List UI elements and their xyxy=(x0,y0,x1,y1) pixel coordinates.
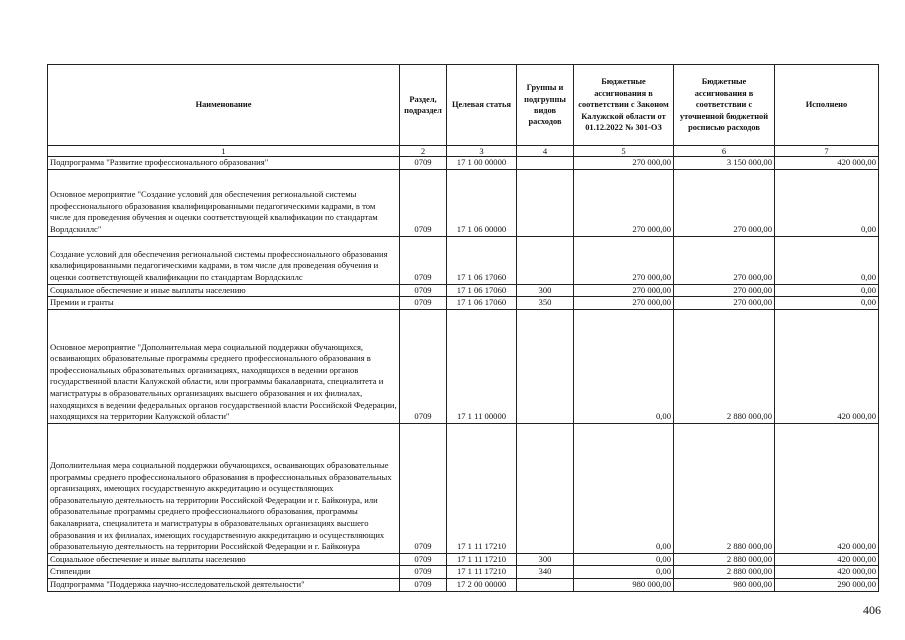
row-target: 17 1 06 17060 xyxy=(447,236,517,284)
row-law-amount: 270 000,00 xyxy=(574,236,674,284)
row-name: Социальное обеспечение и иные выплаты населению xyxy=(48,553,400,566)
table-row xyxy=(48,578,879,591)
row-name: Создание условий для обеспечения региональной системы профессионального образования квалифицированными педагогическими кадрами, в том числе для проведения обучения и оценки соответствующей квалификации по стандартам Ворлдскиллс xyxy=(48,236,400,284)
table-row xyxy=(48,309,879,423)
row-target: 17 1 11 00000 xyxy=(447,309,517,423)
row-group xyxy=(517,236,574,284)
row-section: 0709 xyxy=(400,578,447,591)
row-list-amount: 2 880 000,00 xyxy=(674,423,775,553)
table-row xyxy=(48,553,879,566)
header-budget-list: Бюджетные ассигнования в соответствии с уточненной бюджетной росписью расходов xyxy=(674,65,775,146)
row-group xyxy=(517,578,574,591)
row-executed-amount: 420 000,00 xyxy=(775,553,879,566)
header-budget-law: Бюджетные ассигнования в соответствии с Законом Калужской области от 01.12.2022 № 301-ОЗ xyxy=(574,65,674,146)
row-list-amount: 270 000,00 xyxy=(674,297,775,310)
row-executed-amount: 420 000,00 xyxy=(775,309,879,423)
row-target: 17 1 06 00000 xyxy=(447,169,517,236)
row-list-amount: 270 000,00 xyxy=(674,284,775,297)
row-group: 350 xyxy=(517,297,574,310)
row-executed-amount: 0,00 xyxy=(775,297,879,310)
header-name: Наименование xyxy=(48,65,400,146)
row-law-amount: 0,00 xyxy=(574,553,674,566)
column-number: 4 xyxy=(517,146,574,157)
row-law-amount: 270 000,00 xyxy=(574,169,674,236)
table-row xyxy=(48,566,879,579)
row-name: Основное мероприятие "Создание условий для обеспечения региональной системы профессионального образования квалифицированными педагогическими кадрами, в том числе для проведения обучения и оценки соответствующей квалификации по стандартам Ворлдскиллс" xyxy=(48,169,400,236)
row-list-amount: 270 000,00 xyxy=(674,169,775,236)
row-section: 0709 xyxy=(400,284,447,297)
row-target: 17 1 11 17210 xyxy=(447,553,517,566)
row-target: 17 1 11 17210 xyxy=(447,566,517,579)
row-law-amount: 0,00 xyxy=(574,423,674,553)
row-target: 17 1 11 17210 xyxy=(447,423,517,553)
table-row xyxy=(48,297,879,310)
row-target: 17 2 00 00000 xyxy=(447,578,517,591)
header-target: Целевая статья xyxy=(447,65,517,146)
row-executed-amount: 290 000,00 xyxy=(775,578,879,591)
row-executed-amount: 0,00 xyxy=(775,236,879,284)
column-number: 6 xyxy=(674,146,775,157)
row-section: 0709 xyxy=(400,553,447,566)
header-section: Раздел, подраздел xyxy=(400,65,447,146)
budget-sheet xyxy=(47,64,878,592)
row-group: 340 xyxy=(517,566,574,579)
row-name: Премии и гранты xyxy=(48,297,400,310)
row-target: 17 1 06 17060 xyxy=(447,284,517,297)
table-row xyxy=(48,423,879,553)
header-executed: Исполнено xyxy=(775,65,879,146)
row-executed-amount: 420 000,00 xyxy=(775,566,879,579)
row-group xyxy=(517,423,574,553)
row-target: 17 1 06 17060 xyxy=(447,297,517,310)
row-list-amount: 3 150 000,00 xyxy=(674,157,775,170)
row-section: 0709 xyxy=(400,297,447,310)
table-header-row xyxy=(48,65,879,146)
row-executed-amount: 420 000,00 xyxy=(775,423,879,553)
row-executed-amount: 0,00 xyxy=(775,284,879,297)
budget-table xyxy=(47,64,879,592)
column-number: 5 xyxy=(574,146,674,157)
row-list-amount: 2 880 000,00 xyxy=(674,566,775,579)
row-group xyxy=(517,169,574,236)
row-group: 300 xyxy=(517,553,574,566)
row-section: 0709 xyxy=(400,309,447,423)
row-section: 0709 xyxy=(400,236,447,284)
row-group xyxy=(517,157,574,170)
header-groups: Группы и подгруппы видов расходов xyxy=(517,65,574,146)
row-name: Социальное обеспечение и иные выплаты населению xyxy=(48,284,400,297)
row-list-amount: 2 880 000,00 xyxy=(674,309,775,423)
row-target: 17 1 00 00000 xyxy=(447,157,517,170)
column-number: 7 xyxy=(775,146,879,157)
row-list-amount: 980 000,00 xyxy=(674,578,775,591)
row-name: Дополнительная мера социальной поддержки обучающихся, осваивающих образовательные программы среднего профессионального образования в профессиональных образовательных организациях, имеющих государственную аккредитацию и осуществляющих образовательную деятельность на территории Российской Федерации и г. Байконура, или образовательные программы среднего профессионального образования, программы бакалавриата, специалитета и магистратуры в образовательных организациях высшего образования и их филиалах, имеющих государственную аккредитацию и осуществляющих образовательную деятельность на территории Российской Федерации и г. Байконура xyxy=(48,423,400,553)
row-name: Стипендии xyxy=(48,566,400,579)
row-executed-amount: 420 000,00 xyxy=(775,157,879,170)
row-name: Основное мероприятие "Дополнительная мера социальной поддержки обучающихся, осваивающих образовательные программы среднего профессионального образования в профессиональных образовательных организациях, находящихся в ведении органов государственной власти Калужской области, или программы бакалавриата, специалитета и магистратуры в образовательных организациях высшего образования и их филиалах, находящихся в ведении федеральных органов государственной власти Российской Федерации, находящихся на территории Калужской области" xyxy=(48,309,400,423)
column-number-row xyxy=(48,146,879,157)
row-section: 0709 xyxy=(400,169,447,236)
row-law-amount: 270 000,00 xyxy=(574,297,674,310)
row-law-amount: 980 000,00 xyxy=(574,578,674,591)
row-executed-amount: 0,00 xyxy=(775,169,879,236)
row-section: 0709 xyxy=(400,157,447,170)
row-name: Подпрограмма "Поддержка научно-исследовательской деятельности" xyxy=(48,578,400,591)
row-list-amount: 270 000,00 xyxy=(674,236,775,284)
row-law-amount: 270 000,00 xyxy=(574,157,674,170)
row-group: 300 xyxy=(517,284,574,297)
row-section: 0709 xyxy=(400,566,447,579)
row-name: Подпрограмма "Развитие профессионального образования" xyxy=(48,157,400,170)
column-number: 1 xyxy=(48,146,400,157)
page-number: 406 xyxy=(863,603,881,617)
table-row xyxy=(48,236,879,284)
row-law-amount: 0,00 xyxy=(574,566,674,579)
table-row xyxy=(48,157,879,170)
row-list-amount: 2 880 000,00 xyxy=(674,553,775,566)
row-section: 0709 xyxy=(400,423,447,553)
table-row xyxy=(48,284,879,297)
row-law-amount: 0,00 xyxy=(574,309,674,423)
column-number: 2 xyxy=(400,146,447,157)
row-group xyxy=(517,309,574,423)
table-row xyxy=(48,169,879,236)
column-number: 3 xyxy=(447,146,517,157)
row-law-amount: 270 000,00 xyxy=(574,284,674,297)
